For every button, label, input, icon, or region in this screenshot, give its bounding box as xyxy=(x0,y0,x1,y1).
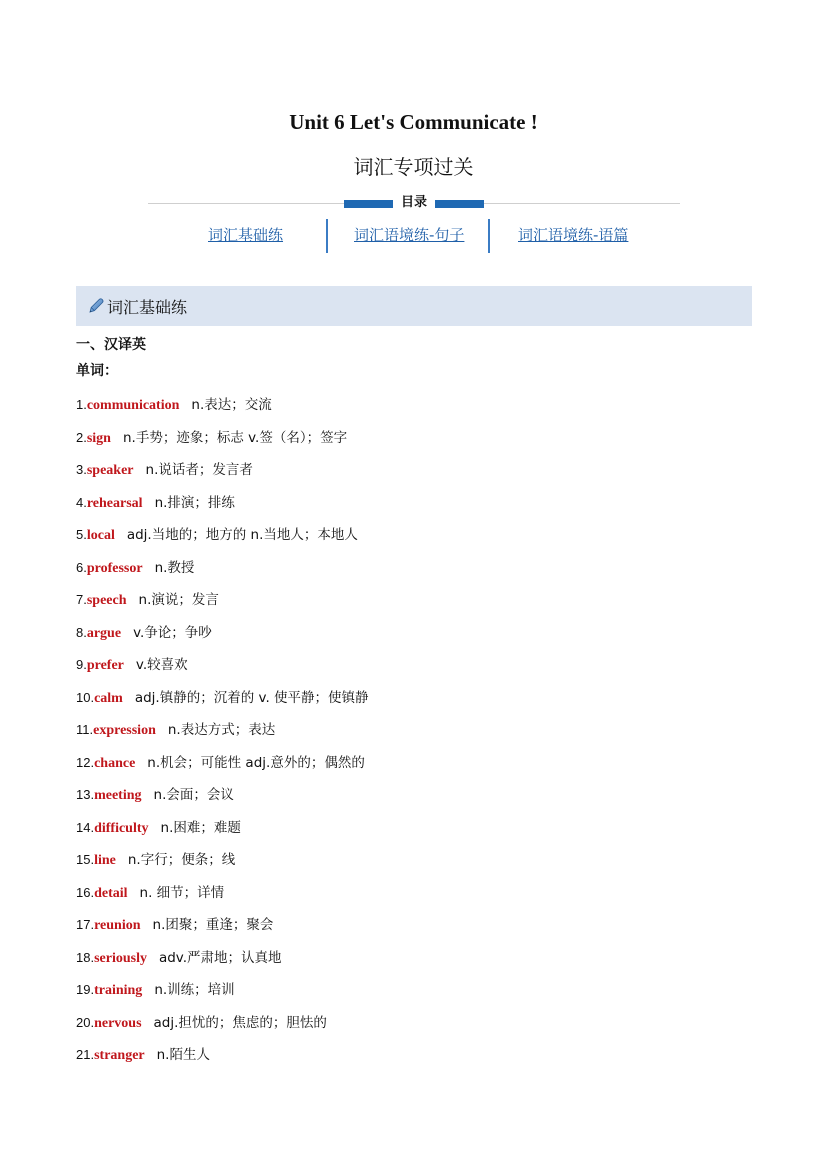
vocab-definition: n.排演；排练 xyxy=(154,494,235,511)
vocab-definition: n.训练；培训 xyxy=(154,982,235,998)
list-item xyxy=(76,427,756,460)
vocab-definition: n.教授 xyxy=(154,559,195,576)
vocab-definition: n.演说；发言 xyxy=(138,592,219,608)
item-number: 5. xyxy=(76,527,87,542)
toc-separator xyxy=(326,219,328,253)
vocab-definition: n.机会；可能性 adj.意外的；偶然的 xyxy=(147,754,365,771)
vocab-word: communication xyxy=(86,398,180,413)
list-item xyxy=(76,654,756,687)
list-item xyxy=(76,947,756,980)
vocab-definition: n.团聚；重逢；聚会 xyxy=(152,917,274,933)
item-number: 17. xyxy=(76,917,95,932)
section-title: 词汇基础练 xyxy=(107,298,188,317)
vocab-word: line xyxy=(94,853,116,868)
subheading-words: 单词： xyxy=(76,363,118,379)
item-number: 3. xyxy=(76,462,87,477)
vocab-word: speaker xyxy=(86,463,134,478)
vocab-list xyxy=(76,394,756,1077)
subheading-translate: 一、汉译英 xyxy=(76,337,146,353)
vocab-definition: adj.镇静的；沉着的 v. 使平静；使镇静 xyxy=(134,689,369,706)
toc-link-sentence[interactable]: 词汇语境练-句子 xyxy=(354,226,465,244)
item-number: 20. xyxy=(76,1014,95,1030)
item-number: 21. xyxy=(76,1047,95,1062)
vocab-word: seriously xyxy=(94,950,147,966)
list-item xyxy=(76,979,756,1012)
vocab-definition: n.困难；难题 xyxy=(160,819,241,836)
vocab-word: professor xyxy=(86,560,143,576)
list-item xyxy=(76,752,756,785)
item-number: 9. xyxy=(76,657,87,672)
vocab-definition: adj.担忧的；焦虑的；胆怯的 xyxy=(153,1014,327,1031)
vocab-word: reunion xyxy=(94,918,141,933)
vocab-definition: n. 细节；详情 xyxy=(139,884,225,901)
list-item xyxy=(76,492,756,525)
list-item xyxy=(76,589,756,622)
list-item xyxy=(76,622,756,655)
item-number: 16. xyxy=(76,884,95,900)
item-number: 10. xyxy=(76,689,95,705)
item-number: 11. xyxy=(76,722,94,737)
list-item xyxy=(76,459,756,492)
vocab-word: difficulty xyxy=(94,820,149,836)
vocab-word: chance xyxy=(94,755,136,771)
pen-icon xyxy=(87,297,105,315)
item-number: 1. xyxy=(76,397,87,412)
list-item xyxy=(76,784,756,817)
item-number: 7. xyxy=(76,592,87,607)
vocab-definition: n.表达；交流 xyxy=(191,397,272,413)
item-number: 15. xyxy=(76,852,95,867)
vocab-definition: n.陌生人 xyxy=(156,1047,210,1063)
vocab-word: prefer xyxy=(86,658,124,673)
list-item xyxy=(76,524,756,557)
item-number: 19. xyxy=(76,982,95,997)
vocab-word: sign xyxy=(86,430,111,446)
item-number: 14. xyxy=(76,819,95,835)
toc-separator xyxy=(488,219,490,253)
vocab-word: local xyxy=(86,528,115,543)
toc-link-passage[interactable]: 词汇语境练-语篇 xyxy=(518,226,629,244)
vocab-word: training xyxy=(94,983,143,998)
list-item xyxy=(76,849,756,882)
vocab-definition: n.字行；便条；线 xyxy=(127,852,236,868)
list-item xyxy=(76,394,756,427)
list-item xyxy=(76,687,756,720)
item-number: 8. xyxy=(76,624,87,640)
vocab-word: speech xyxy=(86,593,127,608)
list-item xyxy=(76,1044,756,1077)
vocab-word: calm xyxy=(94,690,123,706)
vocab-word: expression xyxy=(93,723,156,738)
vocab-definition: adj.当地的；地方的 n.当地人；本地人 xyxy=(126,527,358,543)
toc-link-basic[interactable]: 词汇基础练 xyxy=(208,226,284,244)
vocab-definition: n.说话者；发言者 xyxy=(145,462,253,478)
vocab-definition: adv.严肃地；认真地 xyxy=(158,949,282,966)
vocab-word: argue xyxy=(86,625,122,641)
list-item xyxy=(76,719,756,752)
list-item xyxy=(76,817,756,850)
vocab-word: detail xyxy=(94,885,128,901)
vocab-definition: v.争论；争吵 xyxy=(133,624,212,641)
vocab-definition: n.会面；会议 xyxy=(153,787,234,803)
list-item xyxy=(76,1012,756,1045)
vocab-word: stranger xyxy=(94,1048,145,1063)
item-number: 2. xyxy=(76,429,87,445)
item-number: 4. xyxy=(76,494,87,510)
vocab-definition: n.手势；迹象；标志 v.签（名）；签字 xyxy=(122,429,348,446)
vocab-word: rehearsal xyxy=(86,495,143,511)
vocab-definition: v.较喜欢 xyxy=(135,657,188,673)
list-item xyxy=(76,557,756,590)
item-number: 6. xyxy=(76,559,87,575)
item-number: 13. xyxy=(76,787,95,802)
vocab-word: nervous xyxy=(94,1015,142,1031)
item-number: 18. xyxy=(76,949,95,965)
page-title-cn: 词汇专项过关 xyxy=(353,155,474,179)
item-number: 12. xyxy=(76,754,95,770)
list-item xyxy=(76,882,756,915)
vocab-word: meeting xyxy=(94,788,142,803)
toc-label: 目录 xyxy=(393,193,435,213)
list-item xyxy=(76,914,756,947)
page-title-en: Unit 6 Let's Communicate ! xyxy=(289,110,538,134)
section-header xyxy=(76,286,752,326)
vocab-definition: n.表达方式；表达 xyxy=(167,722,276,738)
